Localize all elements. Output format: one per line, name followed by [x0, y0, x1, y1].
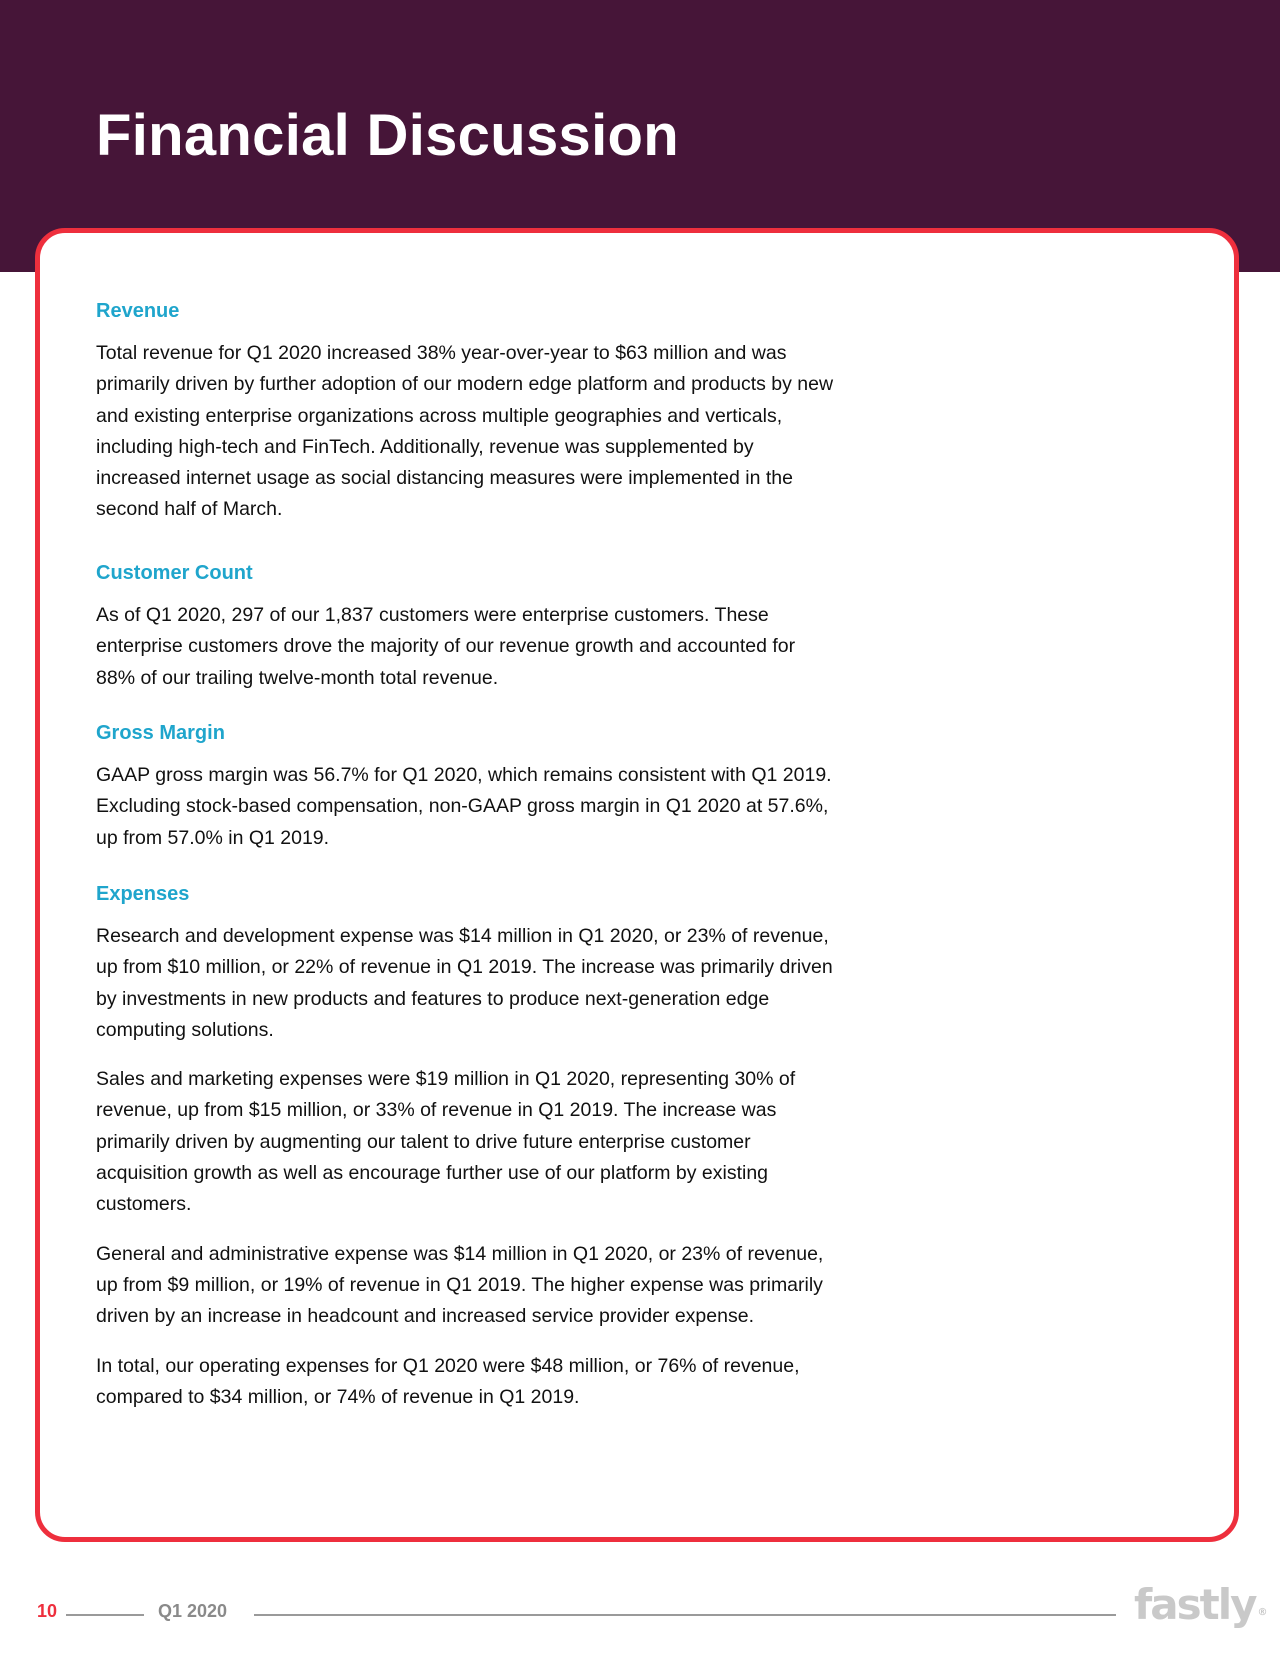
footer-page-number: 10: [37, 1601, 58, 1621]
footer-period-label: Q1 2020: [158, 1601, 228, 1621]
paragraph-general-administrative: General and administrative expense was $14 million in Q1 2020, or 23% of revenue, up from $9 million, or 19% of revenue in Q1 2019. The higher expense was primarily driven by an increase in headcount and increased service provider expense.: [96, 1242, 824, 1328]
registered-mark: ®: [1257, 1607, 1268, 1618]
section-customer-count: [96, 560, 836, 712]
page-title: Financial Discussion: [96, 103, 679, 168]
footer-divider-short: [66, 1614, 144, 1616]
section-heading-revenue: Revenue: [96, 300, 180, 322]
paragraph-gross-margin: GAAP gross margin was 56.7% for Q1 2020, which remains consistent with Q1 2019. Excluding stock-based compensation, non-GAAP gross margin in Q1 2020 at 57.6%, up from 57.0% in Q1 2019.: [96, 764, 832, 849]
section-heading-customer-count: Customer Count: [96, 562, 253, 584]
paragraph-sales-marketing: Sales and marketing expenses were $19 million in Q1 2020, representing 30% of revenue, up from $15 million, or 33% of revenue in Q1 2019. The increase was primarily driven by augmenting our talent to drive future enterprise customer acquisition growth as well as encourage further use of our platform by existing customers.: [96, 1068, 796, 1216]
fastly-logo-text: fastly: [1134, 1580, 1256, 1629]
paragraph-research-development: Research and development expense was $14 million in Q1 2020, or 23% of revenue, up from $10 million, or 22% of revenue in Q1 2019. The increase was primarily driven by investments in new products and features to produce next-generation edge computing solutions.: [96, 925, 833, 1041]
section-gross-margin: [96, 720, 836, 872]
paragraph-revenue: Total revenue for Q1 2020 increased 38% year-over-year to $63 million and was primarily driven by further adoption of our modern edge platform and products by new and existing enterprise organizations across multiple geographies and verticals, including high-tech and FinTech. Additionally, revenue was supplemented by increased internet usage as social distancing measures were implemented in the second half of March.: [96, 342, 834, 521]
section-heading-expenses: Expenses: [96, 883, 190, 905]
footer-divider-long: [254, 1614, 1116, 1616]
paragraph-customer-count: As of Q1 2020, 297 of our 1,837 customers were enterprise customers. These enterprise customers drove the majority of our revenue growth and accounted for 88% of our trailing twelve-month total revenue.: [96, 604, 796, 689]
section-revenue: [96, 298, 836, 544]
section-heading-gross-margin: Gross Margin: [96, 722, 225, 744]
fastly-logo: [1134, 1580, 1268, 1630]
paragraph-total-operating-expenses: In total, our operating expenses for Q1 2020 were $48 million, or 76% of revenue, compared to $34 million, or 74% of revenue in Q1 2019.: [96, 1354, 800, 1408]
section-expenses: [96, 881, 836, 1431]
